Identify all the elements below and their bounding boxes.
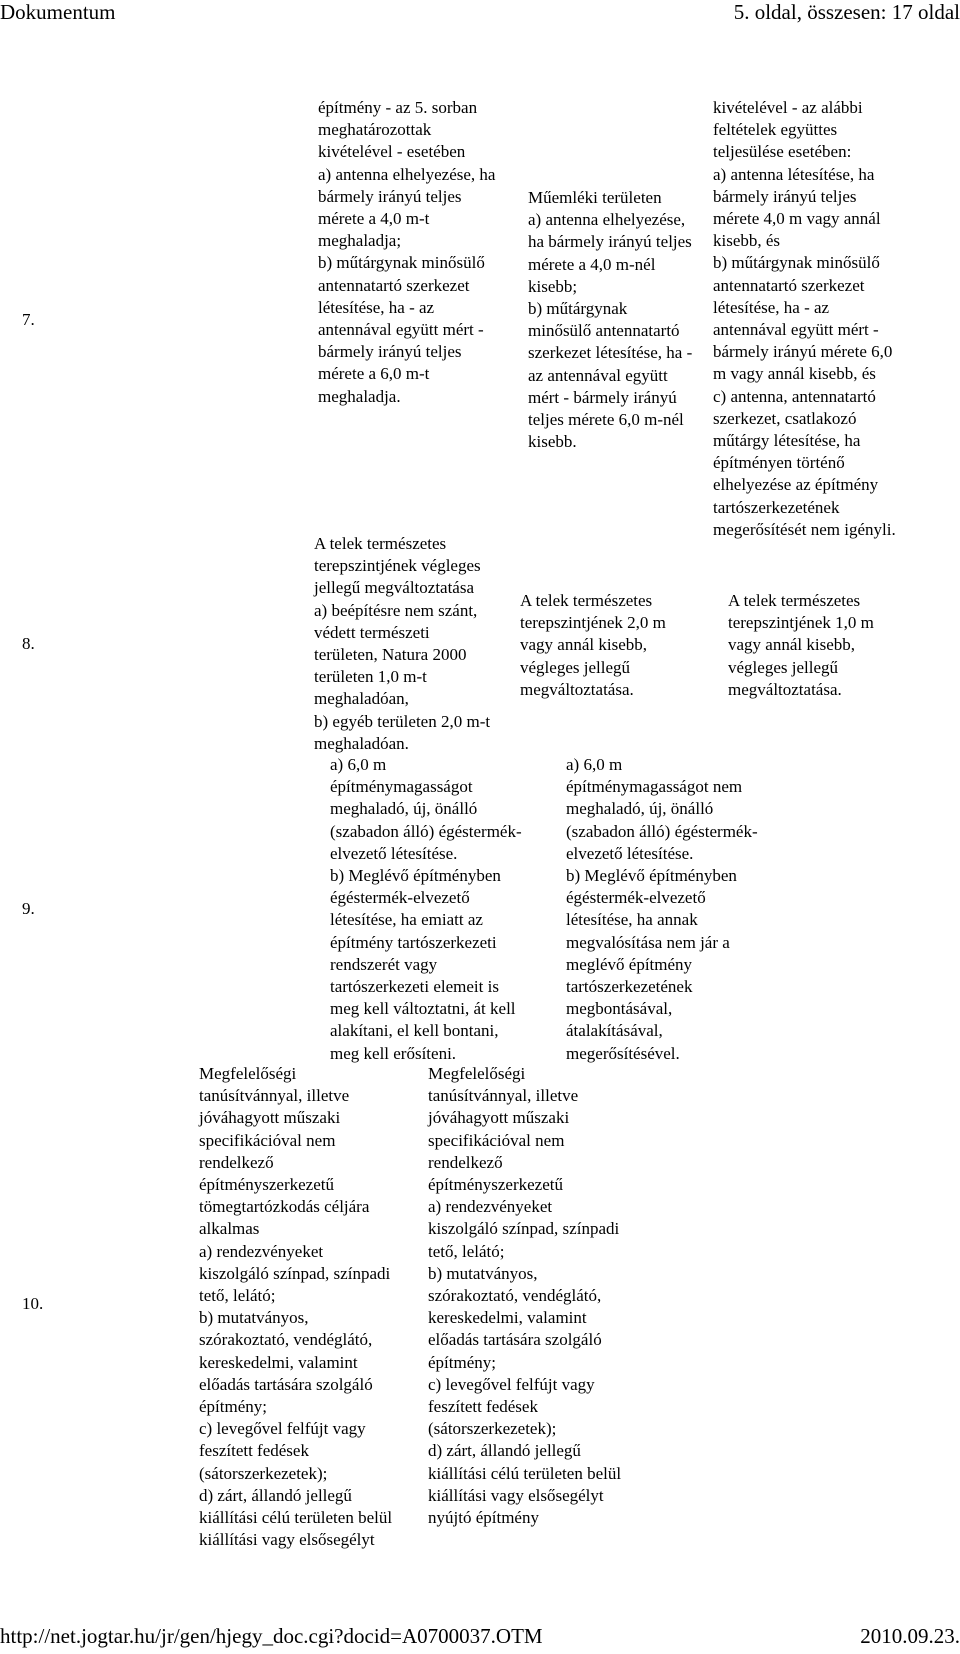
row-10-requirement-cell: Megfelelőségi tanúsítvánnyal, illetve jóváhagyott műszaki specifikációval nem rendelkező építményszerkezetű tömegtartózkodás céljára alkalmas a) rendezvényeket kiszolgáló színpad, színpadi tető, lelátó; b) mutatványos, szórakoztató, vendéglátó, kereskedelmi, valamint előadás tartására szolgáló építmény; c) levegővel felfújt vagy feszített fedések (sátorszerkezetek); d) zárt, állandó jellegű kiállítási célú területen belül kiállítási vagy elsősegélyt [199, 1064, 393, 1550]
row-7-requirement-cell: építmény - az 5. sorban meghatározottak kivételével - esetében a) antenna elhelyezése, ha bármely irányú teljes mérete a 4,0 m-t meghaladja; b) műtárgynak minősülő antennatartó szerkezet létesítése, ha - az antennával együtt mért - bármely irányú teljes mérete a 6,0 m-t meghaladja. [318, 98, 496, 406]
row-8-requirement-cell: A telek természetes terepszintjének végleges jellegű megváltoztatása a) beépítésre nem szánt, védett természeti területen, Natura 2000 területen 1,0 m-t meghaladóan, b) egyéb területen 2,0 m-t meghaladóan. [314, 534, 491, 753]
source-url: http://net.jogtar.hu/jr/gen/hjegy_doc.cgi?docid=A0700037.OTM [0, 1624, 543, 1648]
document-title: Dokumentum [0, 0, 116, 24]
row-10-exemption-cell: Megfelelőségi tanúsítvánnyal, illetve jóváhagyott műszaki specifikációval nem rendelkező építményszerkezetű a) rendezvényeket kiszolgáló színpad, színpadi tető, lelátó; b) mutatványos, szórakoztató, vendéglátó, kereskedelmi, valamint előadás tartására szolgáló építmény; c) levegővel felfújt vagy feszített fedések (sátorszerkezetek); d) zárt, állandó jellegű kiállítási célú területen belül kiállítási vagy elsősegélyt nyújtó építmény [428, 1064, 622, 1528]
row-number-10: 10. [22, 1294, 44, 1313]
row-7-exemption-cell: kivételével - az alábbi feltételek együttes teljesülése esetében: a) antenna létesítése, ha bármely irányú teljes mérete 4,0 m vagy annál kisebb, és b) műtárgynak minősülő antennatartó szerkezet létesítése, ha - az antennával együtt mért - bármely irányú mérete 6,0 m vagy annál kisebb, és c) antenna, antennatartó szerkezet, csatlakozó műtárgy létesítése, ha építményen történő elhelyezése az építmény tartószerkezetének megerősítését nem igényli. [713, 98, 896, 539]
row-number-9: 9. [22, 899, 35, 918]
page-indicator: 5. oldal, összesen: 17 oldal [733, 0, 960, 24]
row-9-exemption-cell: a) 6,0 m építménymagasságot nem meghaladó, új, önálló (szabadon álló) égéstermék- elvezető létesítése. b) Meglévő építményben égéstermék-elvezető létesítése, ha annak megvalósítása nem jár a meglévő építmény tartószerkezetének megbontásával, átalakításával, megerősítésével. [566, 755, 758, 1063]
row-number-7: 7. [22, 310, 35, 329]
row-number-8: 8. [22, 634, 35, 653]
row-7-heritage-cell: Műemléki területen a) antenna elhelyezése, ha bármely irányú teljes mérete a 4,0 m-nél kisebb; b) műtárgynak minősülő antennatartó szerkezet létesítése, ha - az antennával együtt mért - bármely irányú teljes mérete 6,0 m-nél kisebb. [528, 188, 693, 452]
print-date: 2010.09.23. [860, 1624, 960, 1648]
row-8-heritage-cell: A telek természetes terepszintjének 2,0 m vagy annál kisebb, végleges jellegű megváltoztatása. [520, 591, 666, 699]
row-9-requirement-cell: a) 6,0 m építménymagasságot meghaladó, új, önálló (szabadon álló) égéstermék- elvezető létesítése. b) Meglévő építményben égéstermék-elvezető létesítése, ha emiatt az építmény tartószerkezeti rendszerét vagy tartószerkezeti elemeit is meg kell változtatni, át kell alakítani, el kell bontani, meg kell erősíteni. [330, 755, 522, 1063]
row-8-exemption-cell: A telek természetes terepszintjének 1,0 m vagy annál kisebb, végleges jellegű megváltoztatása. [728, 591, 874, 699]
